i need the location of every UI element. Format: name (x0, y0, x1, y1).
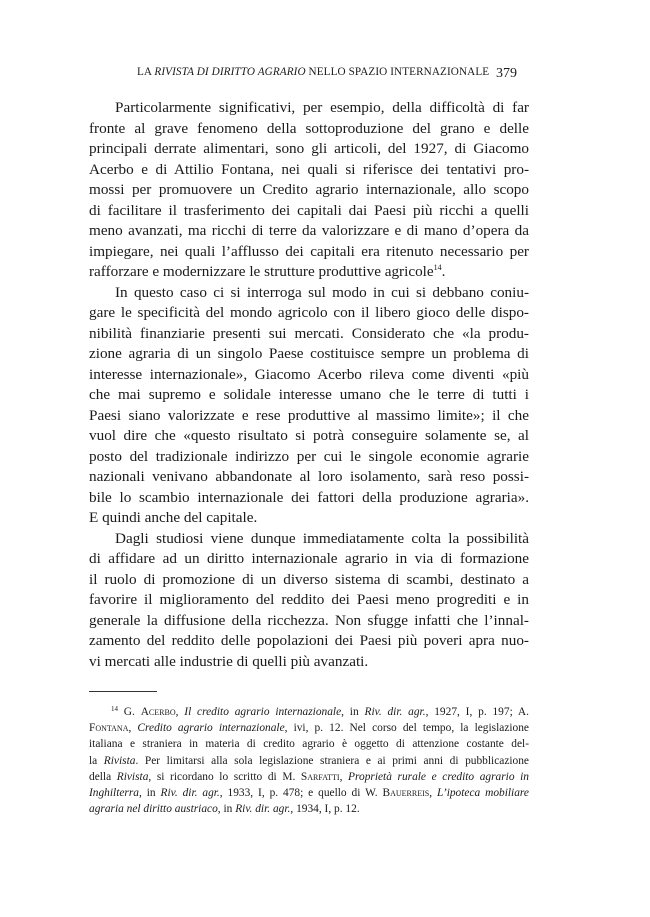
text-line: di affidare ad un diritto internazionale agrario in via di formazione (89, 550, 529, 567)
footnote-line: Fontana, Credito agrario internazionale, ivi, p. 12. Nel corso del tempo, la legislazione (89, 722, 529, 735)
text-line: di facilitare il trasferimento dei capitali dai Paesi più ricchi a quelli (89, 201, 529, 219)
footnote-reference[interactable]: 14 (433, 263, 442, 272)
running-title: LA RIVISTA DI DIRITTO AGRARIO NELLO SPAZIO INTERNAZIONALE (137, 66, 490, 78)
text-line: nibilità finanziarie presenti sui mercati. Considerato che «la produ- (89, 324, 529, 342)
text-line: nazionali venivano abbandonate al loro isolamento, sarà reso possi- (89, 468, 529, 485)
text-line: fronte al grave fenomeno della sottoproduzione del grano e delle (89, 119, 529, 137)
text-line: favorire il miglioramento del reddito dei Paesi meno progrediti e in (89, 591, 529, 608)
footnote-line: agraria nel diritto austriaco, in Riv. dir. agr., 1934, I, p. 12. (89, 803, 360, 816)
text-line: zamento del reddito delle popolazioni dei Paesi più poveri apra nuo- (89, 632, 529, 649)
text-line: rafforzare e modernizzare le strutture produttive agricole$^{14}$. (89, 263, 446, 280)
text-line: interesse internazionale», Giacomo Acerbo rileva come diventi «più (89, 365, 529, 383)
text-line: E quindi anche del capitale. (89, 509, 258, 526)
footnote-line: italiana e straniera in materia di credito agrario è oggetto di attenzione costante del- (89, 738, 529, 751)
text-line: il ruolo di promozione di un diverso sistema di scambi, destinato a (89, 570, 529, 588)
footnote (89, 704, 529, 817)
text-line: che mai supremo e solidale interesse umano che le terre di tutti i (89, 386, 529, 403)
footnote-number: 14 (111, 705, 118, 713)
footnote-separator (89, 691, 157, 692)
text-line: Acerbo e di Attilio Fontana, nei quali si riferisce dei tentativi pro- (89, 160, 529, 178)
text-line: Paesi siano valorizzate e rese produttive al massimo limite»; il che (89, 406, 529, 424)
page-number: 379 (496, 66, 517, 81)
text-line: gare le specificità del mondo agricolo con il libero gioco delle dispo- (89, 304, 529, 321)
text-line: bile lo scambio internazionale dei fattori della produzione agraria». (89, 488, 529, 506)
footnote-line: Inghilterra, in Riv. dir. agr., 1933, I, p. 478; e quello di W. Bauerreis, L’ipoteca mobiliare (89, 786, 529, 799)
text-line: posto del tradizionale indirizzo per cui le singole economie agrarie (89, 447, 529, 465)
text-line: impiegare, nei quali l’afflusso dei capitali era ritenuto necessario per (89, 242, 529, 260)
text-line: zione agraria di un singolo Paese costituisce sempre un problema di (89, 345, 529, 362)
text-line: principali derrate alimentari, sono gli articoli, del 1927, di Giacomo (89, 140, 529, 157)
text-line: Particolarmente significativi, per esempio, della difficoltà di far (115, 99, 529, 116)
text-line: vi mercati alle industrie di quelli più avanzati. (89, 652, 369, 670)
text-line: Dagli studiosi viene dunque immediatamente colta la possibilità (115, 529, 529, 547)
footnote-line: $^{14}$ G. Acerbo, Il credito agrario internazionale, in Riv. dir. agr., 1927, I, p. 197; A. (111, 705, 529, 718)
footnote-line: della Rivista, si ricordano lo scritto di M. Sarfatti, Proprietà rurale e credito agrario in (89, 770, 529, 783)
body-text (89, 98, 529, 672)
text-line: meno avanzati, ma ricchi di terre da valorizzare e di mano d’opera da (89, 222, 529, 239)
text-line: mossi per promuovere un Credito agrario internazionale, allo scopo (89, 181, 529, 198)
text-line: generale la diffusione della ricchezza. Non sfugge infatti che l’innal- (89, 611, 529, 629)
text-line: In questo caso ci si interroga sul modo in cui si debbano coniu- (115, 283, 529, 301)
footnote-line: la Rivista. Per limitarsi alla sola legislazione straniera e ai primi anni di pubblicazione (89, 754, 529, 767)
text-line: vuol dire che «questo risultato si potrà conseguire solamente se, al (89, 427, 529, 444)
